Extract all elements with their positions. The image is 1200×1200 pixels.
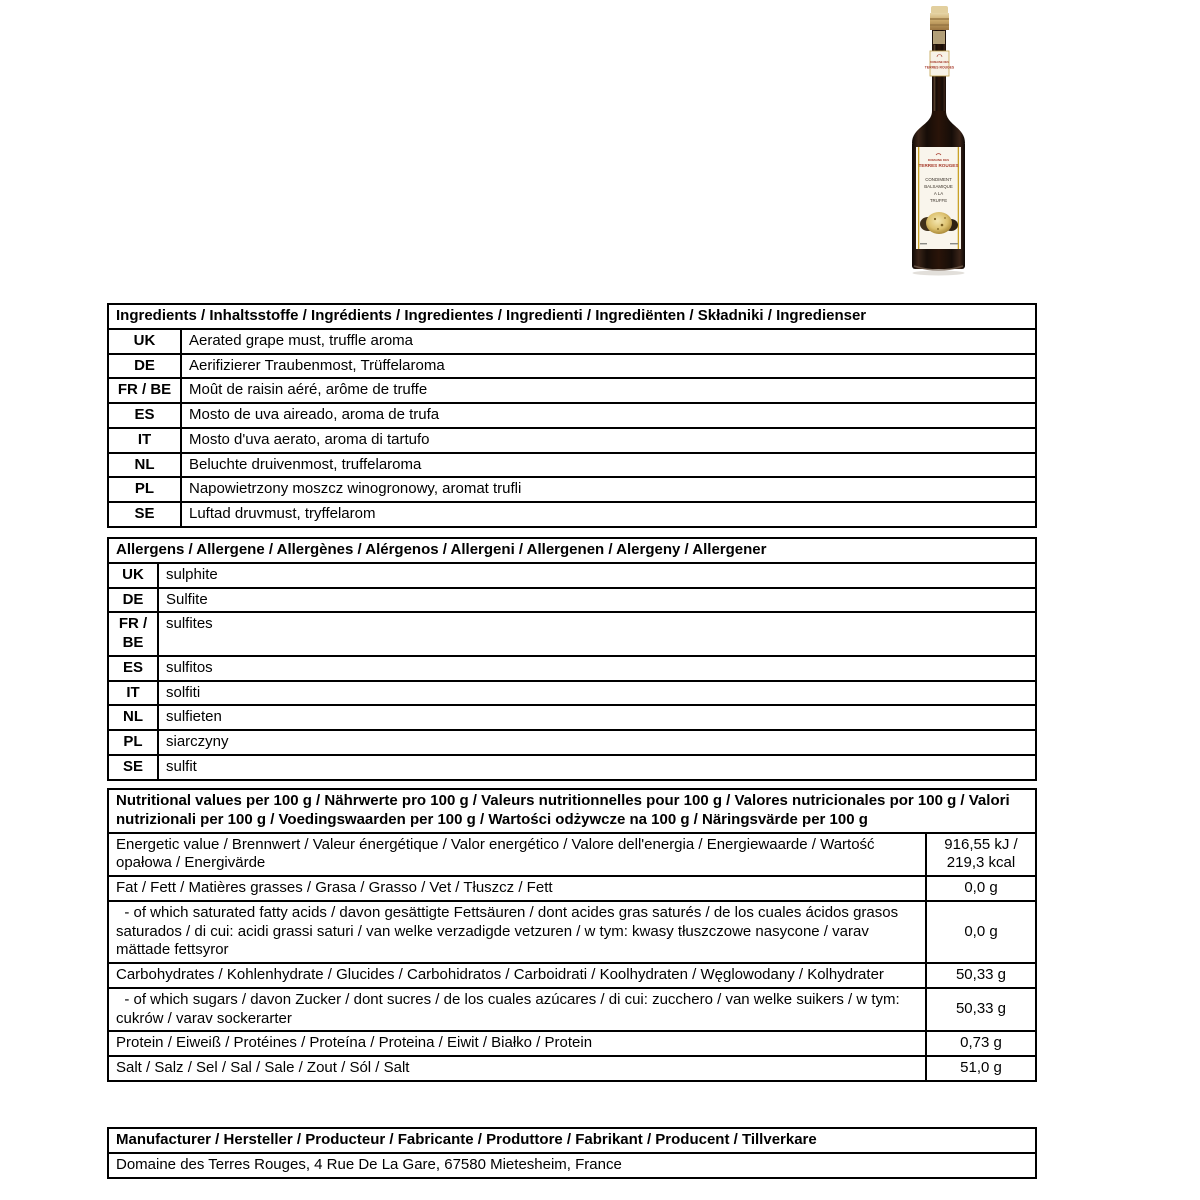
table-row [108,988,1036,1032]
language-code-cell: FR / BE [108,612,158,656]
language-code-cell: NL [108,453,181,478]
nutrient-value-cell: 51,0 g [926,1056,1036,1081]
label-product-line4: TRUFFE [929,198,948,203]
nutrient-value-cell: 916,55 kJ / 219,3 kcal [926,833,1036,877]
label-product-line1: CONDIMENT [925,177,952,182]
bottle-neck-label [925,51,955,76]
table-row [108,833,1036,877]
label-brand-line2: TERRES ROUGES [918,163,959,168]
language-code-cell: UK [108,329,181,354]
table-row [108,502,1036,527]
bottle-illustration [903,5,987,281]
table-row [108,656,1036,681]
ingredient-text-cell: Napowietrzony moszcz winogronowy, aromat trufli [181,477,1036,502]
allergen-text-cell: solfiti [158,681,1036,706]
ingredient-text-cell: Mosto d'uva aerato, aroma di tartufo [181,428,1036,453]
product-bottle-image [903,5,987,281]
nutrient-value-cell: 50,33 g [926,988,1036,1032]
allergens-section-header: Allergens / Allergene / Allergènes / Alérgenos / Allergeni / Allergenen / Alergeny / Allergener [108,538,1036,563]
language-code-cell: DE [108,588,158,613]
table-row [108,901,1036,963]
table-row [108,1031,1036,1056]
nutrient-label-cell: Fat / Fett / Matières grasses / Grasa / Grasso / Vet / Tłuszcz / Fett [108,876,926,901]
label-product-line2: BALSAMIQUE [924,184,953,189]
language-code-cell: ES [108,403,181,428]
table-row [108,378,1036,403]
label-brand-line1: DOMAINE DES [927,158,950,162]
nutrient-value-cell: 50,33 g [926,963,1036,988]
language-code-cell: FR / BE [108,378,181,403]
language-code-cell: NL [108,705,158,730]
bottle-shadow [913,271,965,276]
table-row [108,453,1036,478]
table-row [108,612,1036,656]
manufacturer-section-header: Manufacturer / Hersteller / Producteur / Fabricante / Produttore / Fabrikant / Producent / Tillverkare [108,1128,1036,1153]
nutrient-value-cell: 0,73 g [926,1031,1036,1056]
table-row [108,755,1036,780]
label-smallprint-left [920,243,927,244]
nutrient-value-cell: 0,0 g [926,876,1036,901]
allergen-text-cell: sulphite [158,563,1036,588]
allergens-table [107,537,1037,781]
table-row [108,354,1036,379]
nutrient-label-cell: - of which saturated fatty acids / davon gesättigte Fettsäuren / dont acides gras saturés / de los cuales ácidos grasos saturados / di cui: acidi grassi saturi / van welke verzadigde vetzuren / w tym: kwasy tłuszczowe nasycone / varav mättade fettsyror [108,901,926,963]
table-header-row [108,304,1036,329]
allergen-text-cell: sulfites [158,612,1036,656]
allergen-text-cell: sulfieten [158,705,1036,730]
allergen-text-cell: sulfit [158,755,1036,780]
nutrient-value-cell: 0,0 g [926,901,1036,963]
ingredients-table [107,303,1037,528]
table-row [108,1056,1036,1081]
table-row [108,428,1036,453]
language-code-cell: ES [108,656,158,681]
table-header-row [108,789,1036,833]
table-row [108,963,1036,988]
nutrition-table [107,788,1037,1082]
language-code-cell: IT [108,428,181,453]
label-product-line3: A LA [933,191,944,196]
bottle-shoulder [912,111,965,143]
language-code-cell: PL [108,730,158,755]
table-row [108,588,1036,613]
neck-label-brand-line1: DOMAINE DES [930,61,949,64]
nutrient-label-cell: - of which sugars / davon Zucker / dont sucres / de los cuales azúcares / di cui: zucchero / van welke suikers / w tym: cukrów / varav sockerarter [108,988,926,1032]
table-header-row [108,1128,1036,1153]
ingredients-section-header: Ingredients / Inhaltsstoffe / Ingrédients / Ingredientes / Ingredienti / Ingrediënten / Składniki / Ingredienser [108,304,1036,329]
table-row [108,730,1036,755]
allergen-text-cell: sulfitos [158,656,1036,681]
nutrient-label-cell: Carbohydrates / Kohlenhydrate / Glucides / Carbohidratos / Carboidrati / Koolhydraten / Węglowodany / Kolhydrater [108,963,926,988]
nutrition-section-header: Nutritional values per 100 g / Nährwerte pro 100 g / Valeurs nutritionnelles pour 100 g / Valores nutricionales por 100 g / Valori nutrizionali per 100 g / Voedingswaarden per 100 g / Wartości odżywcze na 100 g / Näringsvärde per 100 g [108,789,1036,833]
label-smallprint-right [950,243,958,244]
bottle-main-label [916,147,961,249]
language-code-cell: PL [108,477,181,502]
table-header-row [108,538,1036,563]
language-code-cell: SE [108,502,181,527]
table-row [108,1153,1036,1178]
language-code-cell: IT [108,681,158,706]
manufacturer-address-cell: Domaine des Terres Rouges, 4 Rue De La Gare, 67580 Mietesheim, France [108,1153,1036,1178]
nutrient-label-cell: Salt / Salz / Sel / Sal / Sale / Zout / Sól / Salt [108,1056,926,1081]
nutrient-label-cell: Protein / Eiweiß / Protéines / Proteína / Proteina / Eiwit / Białko / Protein [108,1031,926,1056]
language-code-cell: SE [108,755,158,780]
allergen-text-cell: Sulfite [158,588,1036,613]
table-row [108,403,1036,428]
bottle-cork-cap [930,6,949,30]
language-code-cell: DE [108,354,181,379]
table-row [108,563,1036,588]
language-code-cell: UK [108,563,158,588]
table-row [108,329,1036,354]
nutrient-label-cell: Energetic value / Brennwert / Valeur énergétique / Valor energético / Valore dell'energia / Energiewaarde / Wartość opałowa / Energivärde [108,833,926,877]
ingredient-text-cell: Aerifizierer Traubenmost, Trüffelaroma [181,354,1036,379]
neck-label-brand-line2: TERRES ROUGES [924,65,955,70]
table-row [108,681,1036,706]
allergen-text-cell: siarczyny [158,730,1036,755]
manufacturer-table [107,1127,1037,1179]
ingredient-text-cell: Aerated grape must, truffle aroma [181,329,1036,354]
ingredient-text-cell: Beluchte druivenmost, truffelaroma [181,453,1036,478]
table-row [108,705,1036,730]
ingredient-text-cell: Mosto de uva aireado, aroma de trufa [181,403,1036,428]
table-row [108,477,1036,502]
ingredient-text-cell: Moût de raisin aéré, arôme de truffe [181,378,1036,403]
table-row [108,876,1036,901]
ingredient-text-cell: Luftad druvmust, tryffelarom [181,502,1036,527]
